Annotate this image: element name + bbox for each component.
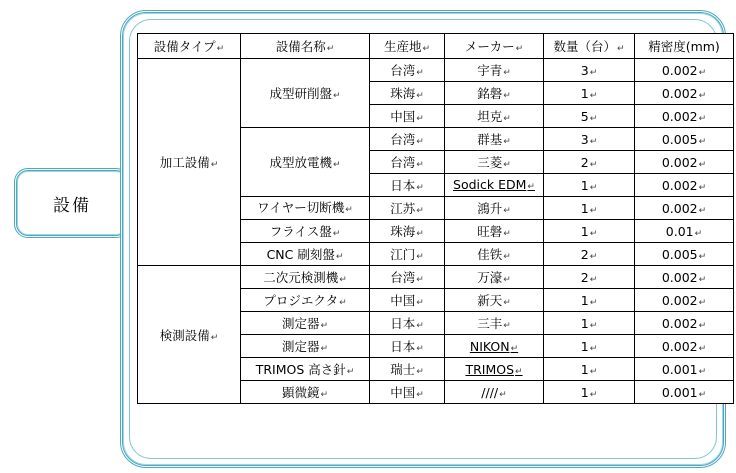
cell-precision: 0.001 ↵ bbox=[635, 381, 734, 404]
table-body bbox=[138, 59, 734, 404]
cell-precision: 0.002 ↵ bbox=[635, 266, 734, 289]
cell-quantity: 1 ↵ bbox=[544, 220, 635, 243]
cell-origin: 江苏 ↵ bbox=[370, 197, 445, 220]
cell-precision: 0.001 ↵ bbox=[635, 358, 734, 381]
cell-quantity: 1 ↵ bbox=[544, 381, 635, 404]
cell-origin: 台湾 ↵ bbox=[370, 59, 445, 82]
cell-equipment-name: 測定器 ↵ bbox=[241, 312, 370, 335]
cell-maker: //// ↵ bbox=[445, 381, 544, 404]
cell-quantity: 2 ↵ bbox=[544, 266, 635, 289]
column-header-type: 設備タイプ ↵ bbox=[138, 34, 241, 59]
cell-precision: 0.01 ↵ bbox=[635, 220, 734, 243]
cell-origin: 台湾 ↵ bbox=[370, 266, 445, 289]
cell-equipment-name: TRIMOS 高さ針 ↵ bbox=[241, 358, 370, 381]
cell-maker: 三丰 ↵ bbox=[445, 312, 544, 335]
cell-maker: 新天 ↵ bbox=[445, 289, 544, 312]
cell-maker: 坦克 ↵ bbox=[445, 105, 544, 128]
cell-equipment-type: 加工設備 ↵ bbox=[138, 59, 241, 266]
equipment-table bbox=[137, 33, 734, 404]
cell-maker: 旺磐 ↵ bbox=[445, 220, 544, 243]
cell-maker: TRIMOS ↵ bbox=[445, 358, 544, 381]
cell-quantity: 1 ↵ bbox=[544, 174, 635, 197]
cell-maker: 群基 ↵ bbox=[445, 128, 544, 151]
cell-precision: 0.002 ↵ bbox=[635, 289, 734, 312]
cell-origin: 日本 ↵ bbox=[370, 335, 445, 358]
cell-maker: Sodick EDM ↵ bbox=[445, 174, 544, 197]
column-header-name: 設備名称 ↵ bbox=[241, 34, 370, 59]
cell-quantity: 3 ↵ bbox=[544, 59, 635, 82]
column-header-maker: メーカー ↵ bbox=[445, 34, 544, 59]
cell-quantity: 1 ↵ bbox=[544, 289, 635, 312]
column-header-qty: 数量（台） ↵ bbox=[544, 34, 635, 59]
cell-equipment-name: 測定器 ↵ bbox=[241, 335, 370, 358]
cell-equipment-name: 成型放電機 ↵ bbox=[241, 128, 370, 197]
equipment-table-wrap bbox=[137, 33, 736, 404]
cell-quantity: 1 ↵ bbox=[544, 312, 635, 335]
cell-origin: 珠海 ↵ bbox=[370, 220, 445, 243]
cell-maker: 銘磐 ↵ bbox=[445, 82, 544, 105]
cell-origin: 中国 ↵ bbox=[370, 381, 445, 404]
cell-origin: 中国 ↵ bbox=[370, 289, 445, 312]
cell-quantity: 1 ↵ bbox=[544, 197, 635, 220]
cell-equipment-name: 成型研削盤 ↵ bbox=[241, 59, 370, 128]
cell-precision: 0.002 ↵ bbox=[635, 151, 734, 174]
cell-origin: 日本 ↵ bbox=[370, 174, 445, 197]
cell-quantity: 1 ↵ bbox=[544, 335, 635, 358]
cell-maker: NIKON ↵ bbox=[445, 335, 544, 358]
cell-equipment-type: 検測設備 ↵ bbox=[138, 266, 241, 404]
equipment-label-text: 設備 bbox=[53, 195, 91, 216]
cell-equipment-name: 顕微鏡 ↵ bbox=[241, 381, 370, 404]
cell-precision: 0.002 ↵ bbox=[635, 197, 734, 220]
cell-origin: 江门 ↵ bbox=[370, 243, 445, 266]
cell-precision: 0.005 ↵ bbox=[635, 243, 734, 266]
cell-quantity: 2 ↵ bbox=[544, 243, 635, 266]
cell-equipment-name: フライス盤 ↵ bbox=[241, 220, 370, 243]
cell-quantity: 5 ↵ bbox=[544, 105, 635, 128]
cell-precision: 0.002 ↵ bbox=[635, 174, 734, 197]
cell-precision: 0.002 ↵ bbox=[635, 59, 734, 82]
column-header-origin: 生産地 ↵ bbox=[370, 34, 445, 59]
cell-maker: 三菱 ↵ bbox=[445, 151, 544, 174]
cell-quantity: 1 ↵ bbox=[544, 358, 635, 381]
cell-precision: 0.002 ↵ bbox=[635, 335, 734, 358]
cell-precision: 0.002 ↵ bbox=[635, 82, 734, 105]
cell-equipment-name: CNC 刷刻盤 ↵ bbox=[241, 243, 370, 266]
cell-precision: 0.005 ↵ bbox=[635, 128, 734, 151]
cell-equipment-name: プロジエクタ ↵ bbox=[241, 289, 370, 312]
table-row bbox=[138, 59, 734, 82]
cell-maker: 佳铁 ↵ bbox=[445, 243, 544, 266]
cell-quantity: 3 ↵ bbox=[544, 128, 635, 151]
equipment-label-box bbox=[14, 168, 130, 238]
cell-origin: 日本 ↵ bbox=[370, 312, 445, 335]
cell-quantity: 2 ↵ bbox=[544, 151, 635, 174]
table-header-row bbox=[138, 34, 734, 59]
table-row bbox=[138, 266, 734, 289]
cell-origin: 珠海 ↵ bbox=[370, 82, 445, 105]
cell-maker: 万濠 ↵ bbox=[445, 266, 544, 289]
cell-quantity: 1 ↵ bbox=[544, 82, 635, 105]
cell-precision: 0.002 ↵ bbox=[635, 312, 734, 335]
cell-origin: 台湾 ↵ bbox=[370, 128, 445, 151]
cell-origin: 中国 ↵ bbox=[370, 105, 445, 128]
cell-origin: 瑞士 ↵ bbox=[370, 358, 445, 381]
cell-maker: 宇青 ↵ bbox=[445, 59, 544, 82]
cell-equipment-name: ワイヤー切断機 ↵ bbox=[241, 197, 370, 220]
cell-precision: 0.002 ↵ bbox=[635, 105, 734, 128]
cell-equipment-name: 二次元検測機 ↵ bbox=[241, 266, 370, 289]
cell-maker: 鴻升 ↵ bbox=[445, 197, 544, 220]
cell-origin: 台湾 ↵ bbox=[370, 151, 445, 174]
column-header-precision: 精密度(mm) bbox=[635, 34, 734, 59]
